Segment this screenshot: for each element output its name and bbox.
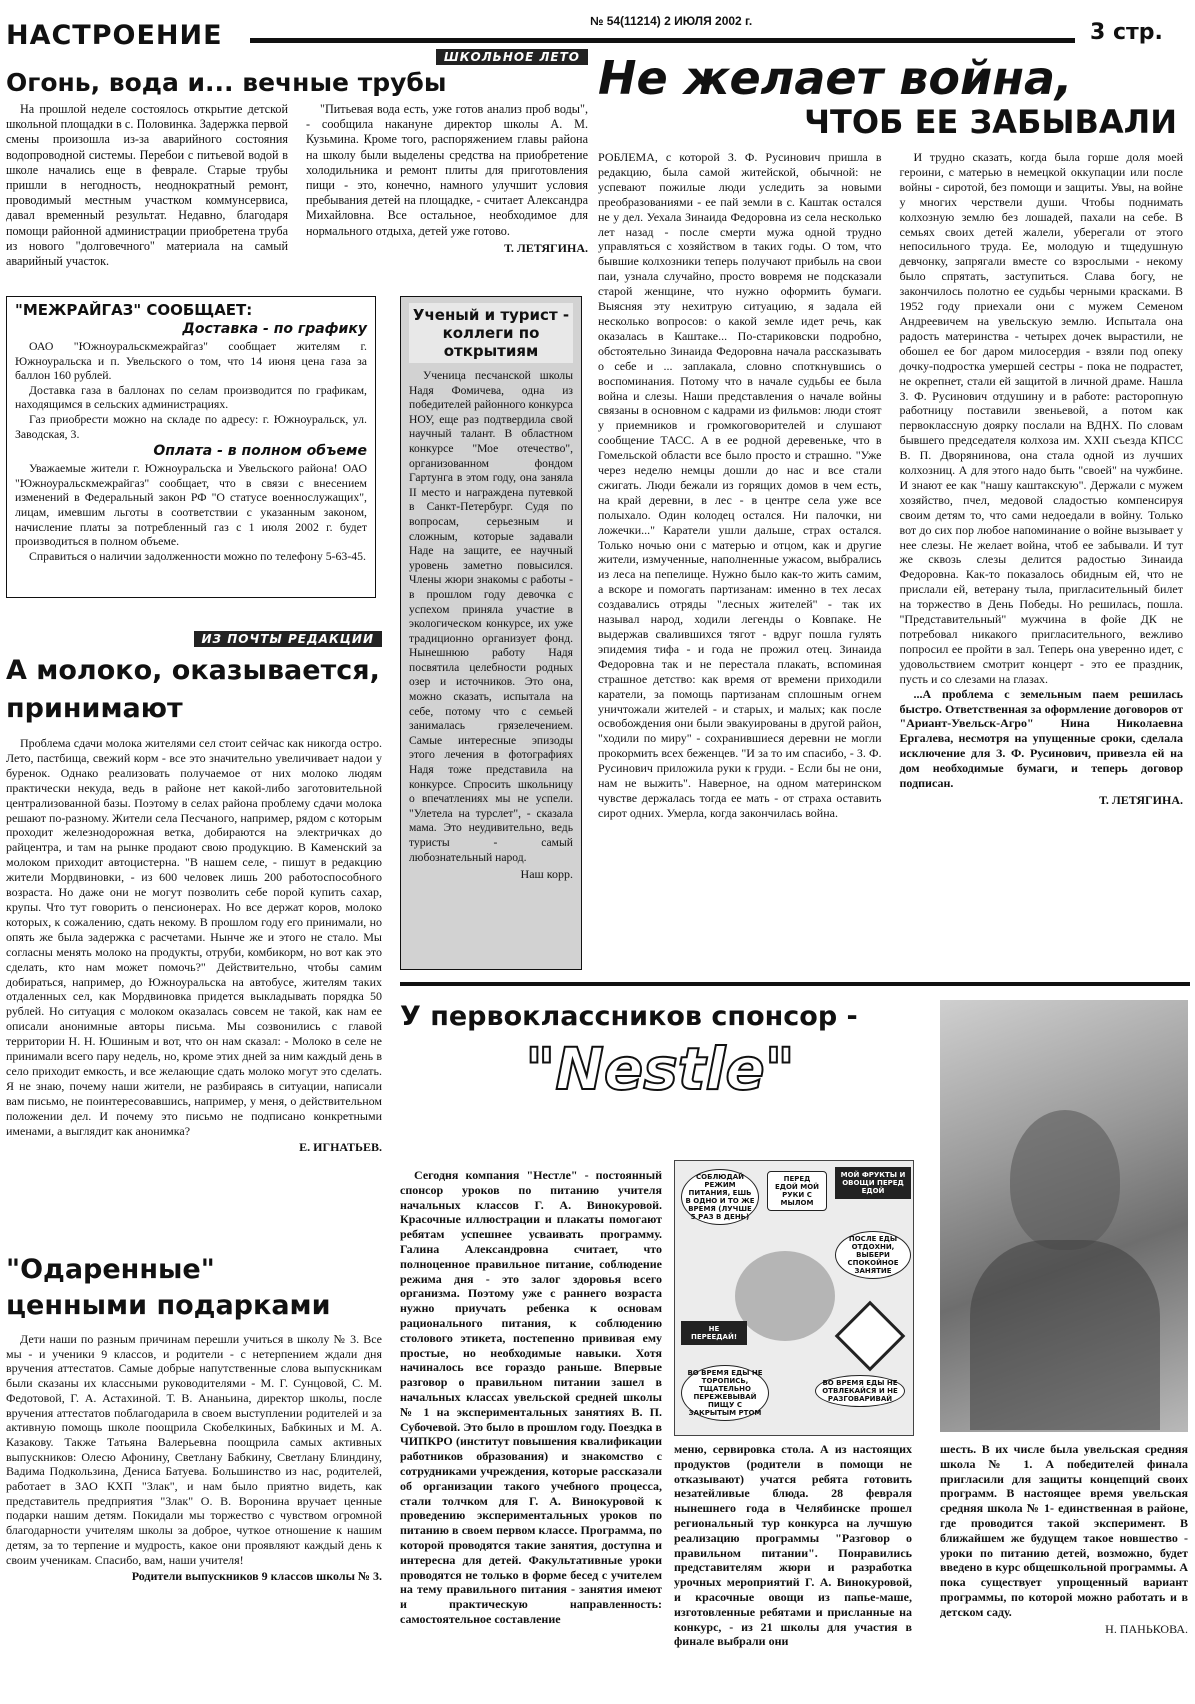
signature: Наш корр. <box>520 867 573 882</box>
rubric-school-summer: ШКОЛЬНОЕ ЛЕТО <box>436 49 588 65</box>
article-text: И трудно сказать, когда была горше доля моей героини, с матерью в немецкой оккупации или после войны - сиротой, без помощи и защиты. Увы, на войне у многих черствели души. Чтобы поднимать колхозную землю без лошадей, пахали на себе. В семьях своих детей жалели, уберегали от этого непосильного труда. Ее, молодую и тщедушную девчонку, запрягали вместе со взрослыми - некому было спрятать, заступиться. Слава богу, не закончилось полотно ее судьбы черными красками. В 1952 году приехали они с мужем Семеном Андреевичем на увельскую землю. Испытала она радость материнства - четырех дочек вырастили, не обошел ее бог даром милосердия - взяли под опеку дочку-подростка умершей сестры - пока не подрастет, не окрепнет, стали ей защитой в личной драме. Нашла З. Ф. Русинович отдушину и в работе: расторопную работницу поставили звеньевой, а потом как первоклассную доярку послали на ВДНХ. По словам бывшего председателя колхоза им. XXII съезда КПСС В. П. Дворянинова, она стала одной из лучших колхозниц. А для этого надо быть "своей" на чужбине. И знают ее как "нашу каштакскую". Держали с мужем хозяйство, пчел, медовой сладостью компенсируя своим детям то, что сами недоедали в войну. Только вот до сих пор любое напоминание о войне вызывает у нее слезы. Не желает война, чтоб ее забывали. И тут же сквозь слезы делится радостью Зинаида Федоровна. Как-то показалось обидным ей, что не прислали ей, ветерану тыла, пригласительный билет на торжество в День Победы. Но решилась, пошла. "Представительный" мужчина в фойе ДК не потребовал никакого пригласительного, вежливо попросил ее пройти в зал. Теперь она уверенно идет, с удовольствием смотрит концерт - это ее праздник, пусть и со слезами на глазах. <box>899 150 1183 686</box>
poster-bubble: ВО ВРЕМЯ ЕДЫ НЕ ТОРОПИСЬ, ТЩАТЕЛЬНО ПЕРЕЖЕВЫВАЙ ПИЩУ С ЗАКРЫТЫМ РТОМ <box>681 1365 769 1421</box>
nestle-column-3 <box>940 1442 1188 1636</box>
article-text: Ученица песчанской школы Надя Фомичева, одна из победителей районного конкурса НОУ, еще раз подтвердила свой научный талант. В областном конкурсе "Мое отечество", организованном фондом Гартунга в этом году, она заняла II место и награждена путевкой в Санкт-Петербург. Судя по вопросам, серьезным и сложным, которые задавали Наде на защите, ее научный уровень заметно повысился. Члены жюри знакомы с работы - в прошлом году девочка с успехом приняла участие в экологическом конкурсе, их уже традиционно организует фонд. Нынешнюю работу Надя посвятила целебности родных озер и источников. Это она, можно сказать, испытала на себе, потому что с семьей занималась грязелечением. Самые интересные эпизоды этого лечения в фотографиях Надя тоже представила на конкурсе. Спросить школьницу о впечатлениях мы не успели. "Улетела на турслет", - сказала мама. Это неудивительно, ведь туристы - самый любознательный народ. <box>409 369 573 864</box>
photo-figure-body <box>970 1240 1160 1430</box>
section-title: НАСТРОЕНИЕ <box>6 20 223 51</box>
article-title: "Одаренные" <box>6 1254 215 1285</box>
nestle-column-2 <box>674 1442 912 1649</box>
article-text: На прошлой неделе состоялось открытие детской школьной площадки в с. Половинка. Задержка первой смены произошла из-за аварийного состояния водопроводной системы. Перебои с питьевой водой в школе начались еще в феврале. Старые трубы пришли в негодность, неоднократный ремонт, проводимый местным участком коммунсервиса, давал временный результат. Недавно, благодаря помощи районной администрации приобретена труба из нового "долговечного" материала на самый аварийный участок. <box>6 102 288 269</box>
poster-characters <box>735 1251 835 1341</box>
article-text: шесть. В их числе была увельская средняя школа № 1. А победителей финала пригласили для защиты концепций своих программ. В настоящее время увельская средняя школа № 1- единственная в районе, где проводится такой эксперимент. В ближайшем же будущем такое новшество - уроки по питанию детей, возможно, будет введено в курс общешкольной программы. А пока существует упрощенный вариант программы, по которой можно работать и в детском саду. <box>940 1442 1188 1619</box>
signature: Родители выпускников 9 классов школы № 3. <box>131 1569 382 1584</box>
notice-subtitle: Доставка - по графику <box>182 321 367 337</box>
poster-bubble: МОЙ ФРУКТЫ И ОВОЩИ ПЕРЕД ЕДОЙ <box>835 1167 911 1199</box>
article-title-2: ценными подарками <box>6 1290 331 1321</box>
poster-bubble: СОБЛЮДАЙ РЕЖИМ ПИТАНИЯ, ЕШЬ В ОДНО И ТО ЖЕ ВРЕМЯ (ЛУЧШЕ 5 РАЗ В ДЕНЬ) <box>681 1169 759 1225</box>
article-war <box>598 52 1183 140</box>
poster-bubble: НЕ ПЕРЕЕДАЙ! <box>681 1321 747 1345</box>
poster-bubble: ПОСЛЕ ЕДЫ ОТДОХНИ, ВЫБЕРИ СПОКОЙНОЕ ЗАНЯТИЕ <box>835 1231 911 1279</box>
article-text: Сегодня компания "Нестле" - постоянный спонсор уроков по питанию учителя начальных классов Г. А. Винокуровой. Красочные иллюстрации и плакаты помогают ребятам успешнее усваивать программу. Галина Александровна считает, что полноценное правильное питание, соблюдение режима дня - это залог здоровья всего организма. Поэтому уже с раннего возраста нужно приучать ребенка к основам рационального питания, к соблюдению столового этикета, постепенно прививая ему простые, но необходимые навыки. Хотя начиналось все гораздо раньше. Впервые разговор о правильном питании зашел в начальных классах увельской средней школы № 1 на экспериментальных занятиях В. П. Субочевой. Это было в прошлом году. Поездка в ЧИПКРО (институт повышения квалификации работников образования) и знакомство с сотрудниками учреждения, которые рассказали об организации такого учебного процесса, стали толчком для Г. А. Винокуровой к проведению экспериментальных уроков по питанию в своем первом классе. Программа, по которой проводятся такие занятия, доступна и интересна для детей. Факультативные уроки проводятся не только в форме бесед с учителем на тему правильного питания - занятия имеют и практическую направленность: самостоятельное составление <box>400 1168 662 1626</box>
article-text: "Питьевая вода есть, уже готов анализ проб воды", - сообщила накануне директор школы А. М. Кузьмина. Кроме того, распоряжением главы района на школу были выделены средства на приобретение холодильника и ремонт плиты для приготовления пищи - это, конечно, намного улучшит условия пребывания детей на площадке, - считает Александра Михайловна. Все остальное, необходимое для нормального отдыха, детей уже готово. <box>306 102 588 238</box>
article-milk <box>6 630 382 1155</box>
signature: Н. ПАНЬКОВА. <box>1105 1621 1188 1636</box>
article-text: меню, сервировка стола. А из настоящих продуктов (родители в помощи не отказывают) учатся ребята готовить незатейливые блюда. 28 февраля нынешнего года в Челябинске прошел региональный тур конкурса на лучшую реализацию программы "Разговор о правильном питании". Понравились представителям жюри и разработка урочных мероприятий Г. А. Винокуровой, и красочные овощи из папье-маше, изготовленные ребятами и присланные на конкурс, - из 21 школы для участия в финале выбрали они <box>674 1442 912 1649</box>
article-gas-notice <box>6 296 376 598</box>
article-title: У первоклассников спонсор - <box>400 1001 858 1032</box>
article-war-body <box>598 150 1183 821</box>
signature: Е. ИГНАТЬЕВ. <box>299 1140 382 1155</box>
article-text: Дети наши по разным причинам перешли учиться в школу № 3. Все мы - и ученики 9 классов, и родители - с нетерпением ждали дня вручения аттестатов. Самые добрые напутственные слова выпускникам были сказаны их классными руководителями - М. Г. Сунцовой, С. М. Федотовой, Г. А. Астахиной. Т. В. Ананьина, директор школы, после вручения аттестатов поблагодарила в своем выступлении родителей и за активную помощь школе поощрила Скобелкиных, Бабкиных и М. А. Казакову. Также Татьяна Валерьевна поощрила самых активных выпускников: Олесю Афонину, Светлану Бабкину, Светлану Блиндину, Вадима Подкользина, Дениса Батуева. Большинство из нас, родителей, работает в ЗАО КХП "Злак", и нам было приятно видеть, как представитель предприятия "Злак" О. В. Воронина вручает ценные подарки нашим детям. Покидали мы торжество с чувством огромной благодарности учителям школы за доброе, чуткое отношение к нашим детям, за то терпение и мудрость, какое они проявляют каждый день к своим ученикам. Спасибо, вам, наши учителя! <box>6 1332 382 1567</box>
notice-text: Справиться о наличии задолженности можно по телефону 5-63-45. <box>29 548 366 563</box>
issue-info: № 54(11214) 2 ИЮЛЯ 2002 г. <box>590 14 753 28</box>
article-title: А молоко, оказывается, принимают <box>6 655 380 724</box>
teacher-photo <box>940 1000 1188 1432</box>
article-nestle-header <box>400 1000 920 1104</box>
notice-text: Газ приобрести можно на складе по адресу: г. Южноуральск, ул. Заводская, 3. <box>15 411 367 441</box>
article-text: РОБЛЕМА, с которой З. Ф. Русинович пришла в редакцию, была самой житейской, обычной: не успевают пожилые люди уследить за новыми преобразованиями - ее пай земли в с. Каштак остался не у дел. Уехала Зинаида Федоровна из села несколько лет назад - после смерти мужа одной трудно управляться с хозяйством в таких годы. О том, что бывшие колхозники теперь получают прибыль на свои паи, узнала случайно, просто вовремя не подсказали старой женщине, что нужно оформить бумаги. Выясняя эту нехитрую ситуацию, я задала ей несколько вопросов: о какой земле идет речь, как оказалась в Каштаке... По-стариковски подробно, обстоятельно Зинаида Федоровна начала рассказывать о себе и ... заплакала, словно споткнувшись о воспоминания. Потому что в начале судьбы ее была война и слезы. Наши представления о начале войны связаны в основном с кадрами из фильмов: люди стоят у приемников и громкоговорителей и слушают сообщение ТАСС. А в ее родной деревеньке, что в Гомельской области все было просто и страшно. "Уже через неделю немцы дошли до нас и все стали сжигать. Люди бежали из горящих домов в чем есть, на край деревни, в лес - в центре села уже все полыхало. Один колодец остался. Ни палочки, ни ложечки..." Каратели ушли дальше, страх остался. Только ночью они с матерью и отцом, как и другие жители, измученные, наполненные ужасом, выбрались из леса на пепелище. Нужно было как-то жить самим, а вскоре и помогать партизанам: именно в тех лесах создавались отряды "лесных жителей" - так их называл народ, ходили легенды о Ковпаке. Не выдержав свалившихся тягот - вдруг пошла гулять эпидемия тифа - и года не прожил отец. Зинаида Федоровна так и не перестала плакать, вспоминая страшное детство: как время от времени приходили каратели, за помощь партизанам сплошным огнем уничтожали жителей - и старых, и малых; как после освобождения они были эвакуированы в другой район, "ходили по миру" - сохранившиеся деревни не могли прокормить всех беженцев. "И за то им спасибо, - З. Ф. Русинович приложила руки к груди. - Если бы не они, нам не выжить". Наверное, на одном материнском чувстве держалась тогда ее мать - от страха оставить сирот одних. Умерла, когда закончилась война. <box>598 150 882 820</box>
nestle-column-1 <box>400 1168 662 1627</box>
page-number: 3 стр. <box>1090 20 1163 45</box>
article-title: Огонь, вода и... вечные трубы <box>6 68 447 97</box>
notice-title: "МЕЖРАЙГАЗ" СООБЩАЕТ: <box>15 301 253 319</box>
article-title-2: ЧТОБ ЕЕ ЗАБЫВАЛИ <box>804 103 1177 141</box>
signature: Т. ЛЕТЯГИНА. <box>1099 792 1183 807</box>
notice-text: Уважаемые жители г. Южноуральска и Увельского района! ОАО "Южноуральскмежрайгаз" сообщает, что в связи с внесением изменений в Федеральный закон РФ "О статусе военнослужащих", лицам, имевшим льготы в соответствии с указанным законом, начисление платы за потребленный газ с 1 июля 2002 г. будет производиться в полном объеме. <box>15 461 367 549</box>
nestle-logo-text: "Nestle" <box>525 1035 795 1103</box>
poster-bubble: ВО ВРЕМЯ ЕДЫ НЕ ОТВЛЕКАЙСЯ И НЕ РАЗГОВАРИВАЙ <box>815 1375 905 1407</box>
article-water-pipes <box>6 48 588 269</box>
article-title: Не желает война, <box>598 51 1073 105</box>
notice-subtitle: Оплата - в полном объеме <box>153 443 367 460</box>
article-text: Проблема сдачи молока жителями сел стоит сейчас как никогда остро. Лето, пастбища, свежий корм - все это значительно увеличивает надои у буренок. Однако реализовать получаемое от них молоко людям практически некуда, ведь в районе нет какой-либо заготовительной централизованной базы. Поэтому в селах района проблему сдачи молока решают по-разному. Жители села Песчаного, например, рядом с которым проходит железнодорожная ветка, добираются на электричках до райцентра, и там на рынке продают свою продукцию. В Каменский за молоком приходит автоцистерна. "В нашем селе, - пишут в редакцию жители Мордвиновки, - из 600 человек лишь 200 работоспособного возраста. Но даже они не могут позволить себе порой купить сахар, крупы. Что тут говорить о пенсионерах. Но все держат коров, молоко которых, к сожалению, сдать некому. В прошлом году его принимали, но опять же была задержка с расчетами. Нынче же и этого не стало. Мы согласны менять молоко на продукты, отруби, комбикорм, но вот как это сделать, кто нам может помочь?" Действительно, чтобы самим добираться, например, до Южноуральска на автобусе, жителям таких отдаленных сел, как Мордвиновка придется выкладывать порядка 50 рублей. Но ситуация с молоком оказалась совсем не такой, как нам ее описали анонимные авторы письма. Мы созвонились с главой территории Н. Н. Юшиным и вот, что он нам сказал: - Молоко в селе не принимали всего пару недель, но, кроме этих дней за ним каждый день в село приходит емкость, и все желающие сдать молоко могут это сделать. Я не знаю, почему наши жители, не разбираясь в ситуации, написали вам письмо, не поинтересовавшись, например, у меня, о действительном положении дел. И почему это письмо не подписано конкретными именами, а выглядит как анонимка? <box>6 736 382 1138</box>
section-rule <box>400 982 1190 986</box>
article-gifted <box>6 1252 382 1584</box>
cutlery-sign-icon <box>835 1301 906 1372</box>
signature: Т. ЛЕТЯГИНА. <box>504 240 588 255</box>
article-scientist-tourist <box>400 296 582 970</box>
rubric-editor-mail: ИЗ ПОЧТЫ РЕДАКЦИИ <box>194 631 382 647</box>
header-rule <box>250 38 1075 43</box>
article-afterword: ...А проблема с земельным паем решилась быстро. Ответственная за оформление договоров от "Ариант-Увельск-Агро" Нина Николаевна Ергалева, несмотря на упущенные сроки, сделала исключение для З. Ф. Русинович, привезла ей на дом необходимые бумаги, и теперь договор подписан. <box>899 686 1183 791</box>
notice-text: ОАО "Южноуральскмежрайгаз" сообщает жителям г. Южноуральска и п. Увельского о том, что 14 июня цена газа за баллон 160 рублей. <box>15 339 367 383</box>
notice-text: Доставка газа в баллонах по селам производится по графикам, находящимся в сельских администрациях. <box>15 382 367 412</box>
nutrition-poster <box>674 1160 914 1436</box>
poster-bubble: ПЕРЕД ЕДОЙ МОЙ РУКИ С МЫЛОМ <box>767 1171 827 1211</box>
photo-figure <box>1010 1110 1120 1250</box>
article-title: Ученый и турист - коллеги по открытиям <box>409 303 573 363</box>
